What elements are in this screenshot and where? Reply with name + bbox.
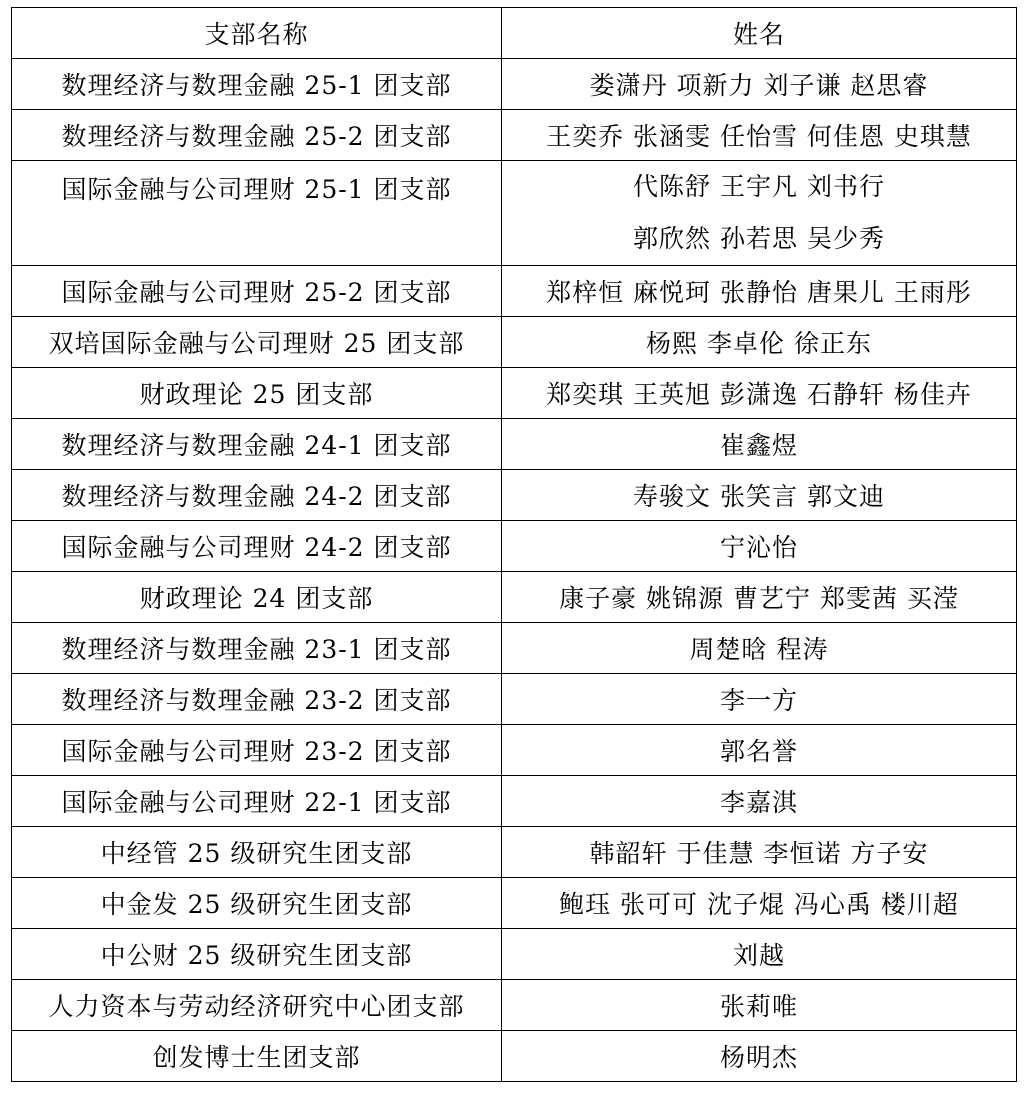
names-cell: 刘越 <box>502 929 1017 980</box>
branch-cell: 数理经济与数理金融 25-1 团支部 <box>12 59 502 110</box>
branch-cell: 数理经济与数理金融 24-2 团支部 <box>12 470 502 521</box>
branch-cell: 中经管 25 级研究生团支部 <box>12 827 502 878</box>
table-header-row <box>12 8 1017 59</box>
branch-cell: 国际金融与公司理财 23-2 团支部 <box>12 725 502 776</box>
branch-cell: 财政理论 24 团支部 <box>12 572 502 623</box>
branch-cell: 中公财 25 级研究生团支部 <box>12 929 502 980</box>
names-cell: 王奕乔 张涵雯 任怡雪 何佳恩 史琪慧 <box>502 110 1017 161</box>
branch-cell: 双培国际金融与公司理财 25 团支部 <box>12 317 502 368</box>
names-cell: 鲍珏 张可可 沈子焜 冯心禹 楼川超 <box>502 878 1017 929</box>
names-cell: 宁沁怡 <box>502 521 1017 572</box>
table-row <box>12 980 1017 1031</box>
branch-cell: 人力资本与劳动经济研究中心团支部 <box>12 980 502 1031</box>
table-row <box>12 929 1017 980</box>
branch-cell: 数理经济与数理金融 23-1 团支部 <box>12 623 502 674</box>
table-row <box>12 725 1017 776</box>
table-row <box>12 776 1017 827</box>
names-cell: 韩韶轩 于佳慧 李恒诺 方子安 <box>502 827 1017 878</box>
branch-cell: 国际金融与公司理财 22-1 团支部 <box>12 776 502 827</box>
table-row <box>12 1031 1017 1082</box>
table-body <box>12 59 1017 1082</box>
branch-cell: 数理经济与数理金融 23-2 团支部 <box>12 674 502 725</box>
branch-cell: 数理经济与数理金融 24-1 团支部 <box>12 419 502 470</box>
names-cell: 张莉唯 <box>502 980 1017 1031</box>
names-cell: 杨明杰 <box>502 1031 1017 1082</box>
table-row <box>12 470 1017 521</box>
names-cell: 郭名誉 <box>502 725 1017 776</box>
branch-cell: 国际金融与公司理财 25-1 团支部 <box>12 161 502 266</box>
names-line: 郭欣然 孙若思 吴少秀 <box>633 224 885 253</box>
branch-cell: 创发博士生团支部 <box>12 1031 502 1082</box>
branch-members-table <box>11 7 1017 1082</box>
table-row <box>12 161 1017 266</box>
names-cell: 杨熙 李卓伦 徐正东 <box>502 317 1017 368</box>
names-cell: 郑梓恒 麻悦珂 张静怡 唐果儿 王雨彤 <box>502 266 1017 317</box>
names-cell <box>502 161 1017 266</box>
branch-members-table-container <box>11 7 1017 1082</box>
branch-cell: 数理经济与数理金融 25-2 团支部 <box>12 110 502 161</box>
table-row <box>12 59 1017 110</box>
table-row <box>12 110 1017 161</box>
names-cell: 李一方 <box>502 674 1017 725</box>
branch-cell: 国际金融与公司理财 25-2 团支部 <box>12 266 502 317</box>
branch-cell: 中金发 25 级研究生团支部 <box>12 878 502 929</box>
table-row <box>12 674 1017 725</box>
names-cell: 周楚晗 程涛 <box>502 623 1017 674</box>
table-row <box>12 878 1017 929</box>
names-cell: 李嘉淇 <box>502 776 1017 827</box>
names-cell: 寿骏文 张笑言 郭文迪 <box>502 470 1017 521</box>
branch-cell: 国际金融与公司理财 24-2 团支部 <box>12 521 502 572</box>
header-branch-name: 支部名称 <box>12 8 502 59</box>
table-row <box>12 521 1017 572</box>
names-cell: 崔鑫煜 <box>502 419 1017 470</box>
table-row <box>12 827 1017 878</box>
table-row <box>12 419 1017 470</box>
table-row <box>12 623 1017 674</box>
header-member-names: 姓名 <box>502 8 1017 59</box>
table-row <box>12 572 1017 623</box>
names-cell: 郑奕琪 王英旭 彭潇逸 石静轩 杨佳卉 <box>502 368 1017 419</box>
names-cell: 娄潇丹 项新力 刘子谦 赵思睿 <box>502 59 1017 110</box>
table-row <box>12 266 1017 317</box>
names-cell: 康子豪 姚锦源 曹艺宁 郑雯茜 买滢 <box>502 572 1017 623</box>
table-row <box>12 317 1017 368</box>
branch-cell: 财政理论 25 团支部 <box>12 368 502 419</box>
names-line: 代陈舒 王宇凡 刘书行 <box>633 172 885 201</box>
table-row <box>12 368 1017 419</box>
